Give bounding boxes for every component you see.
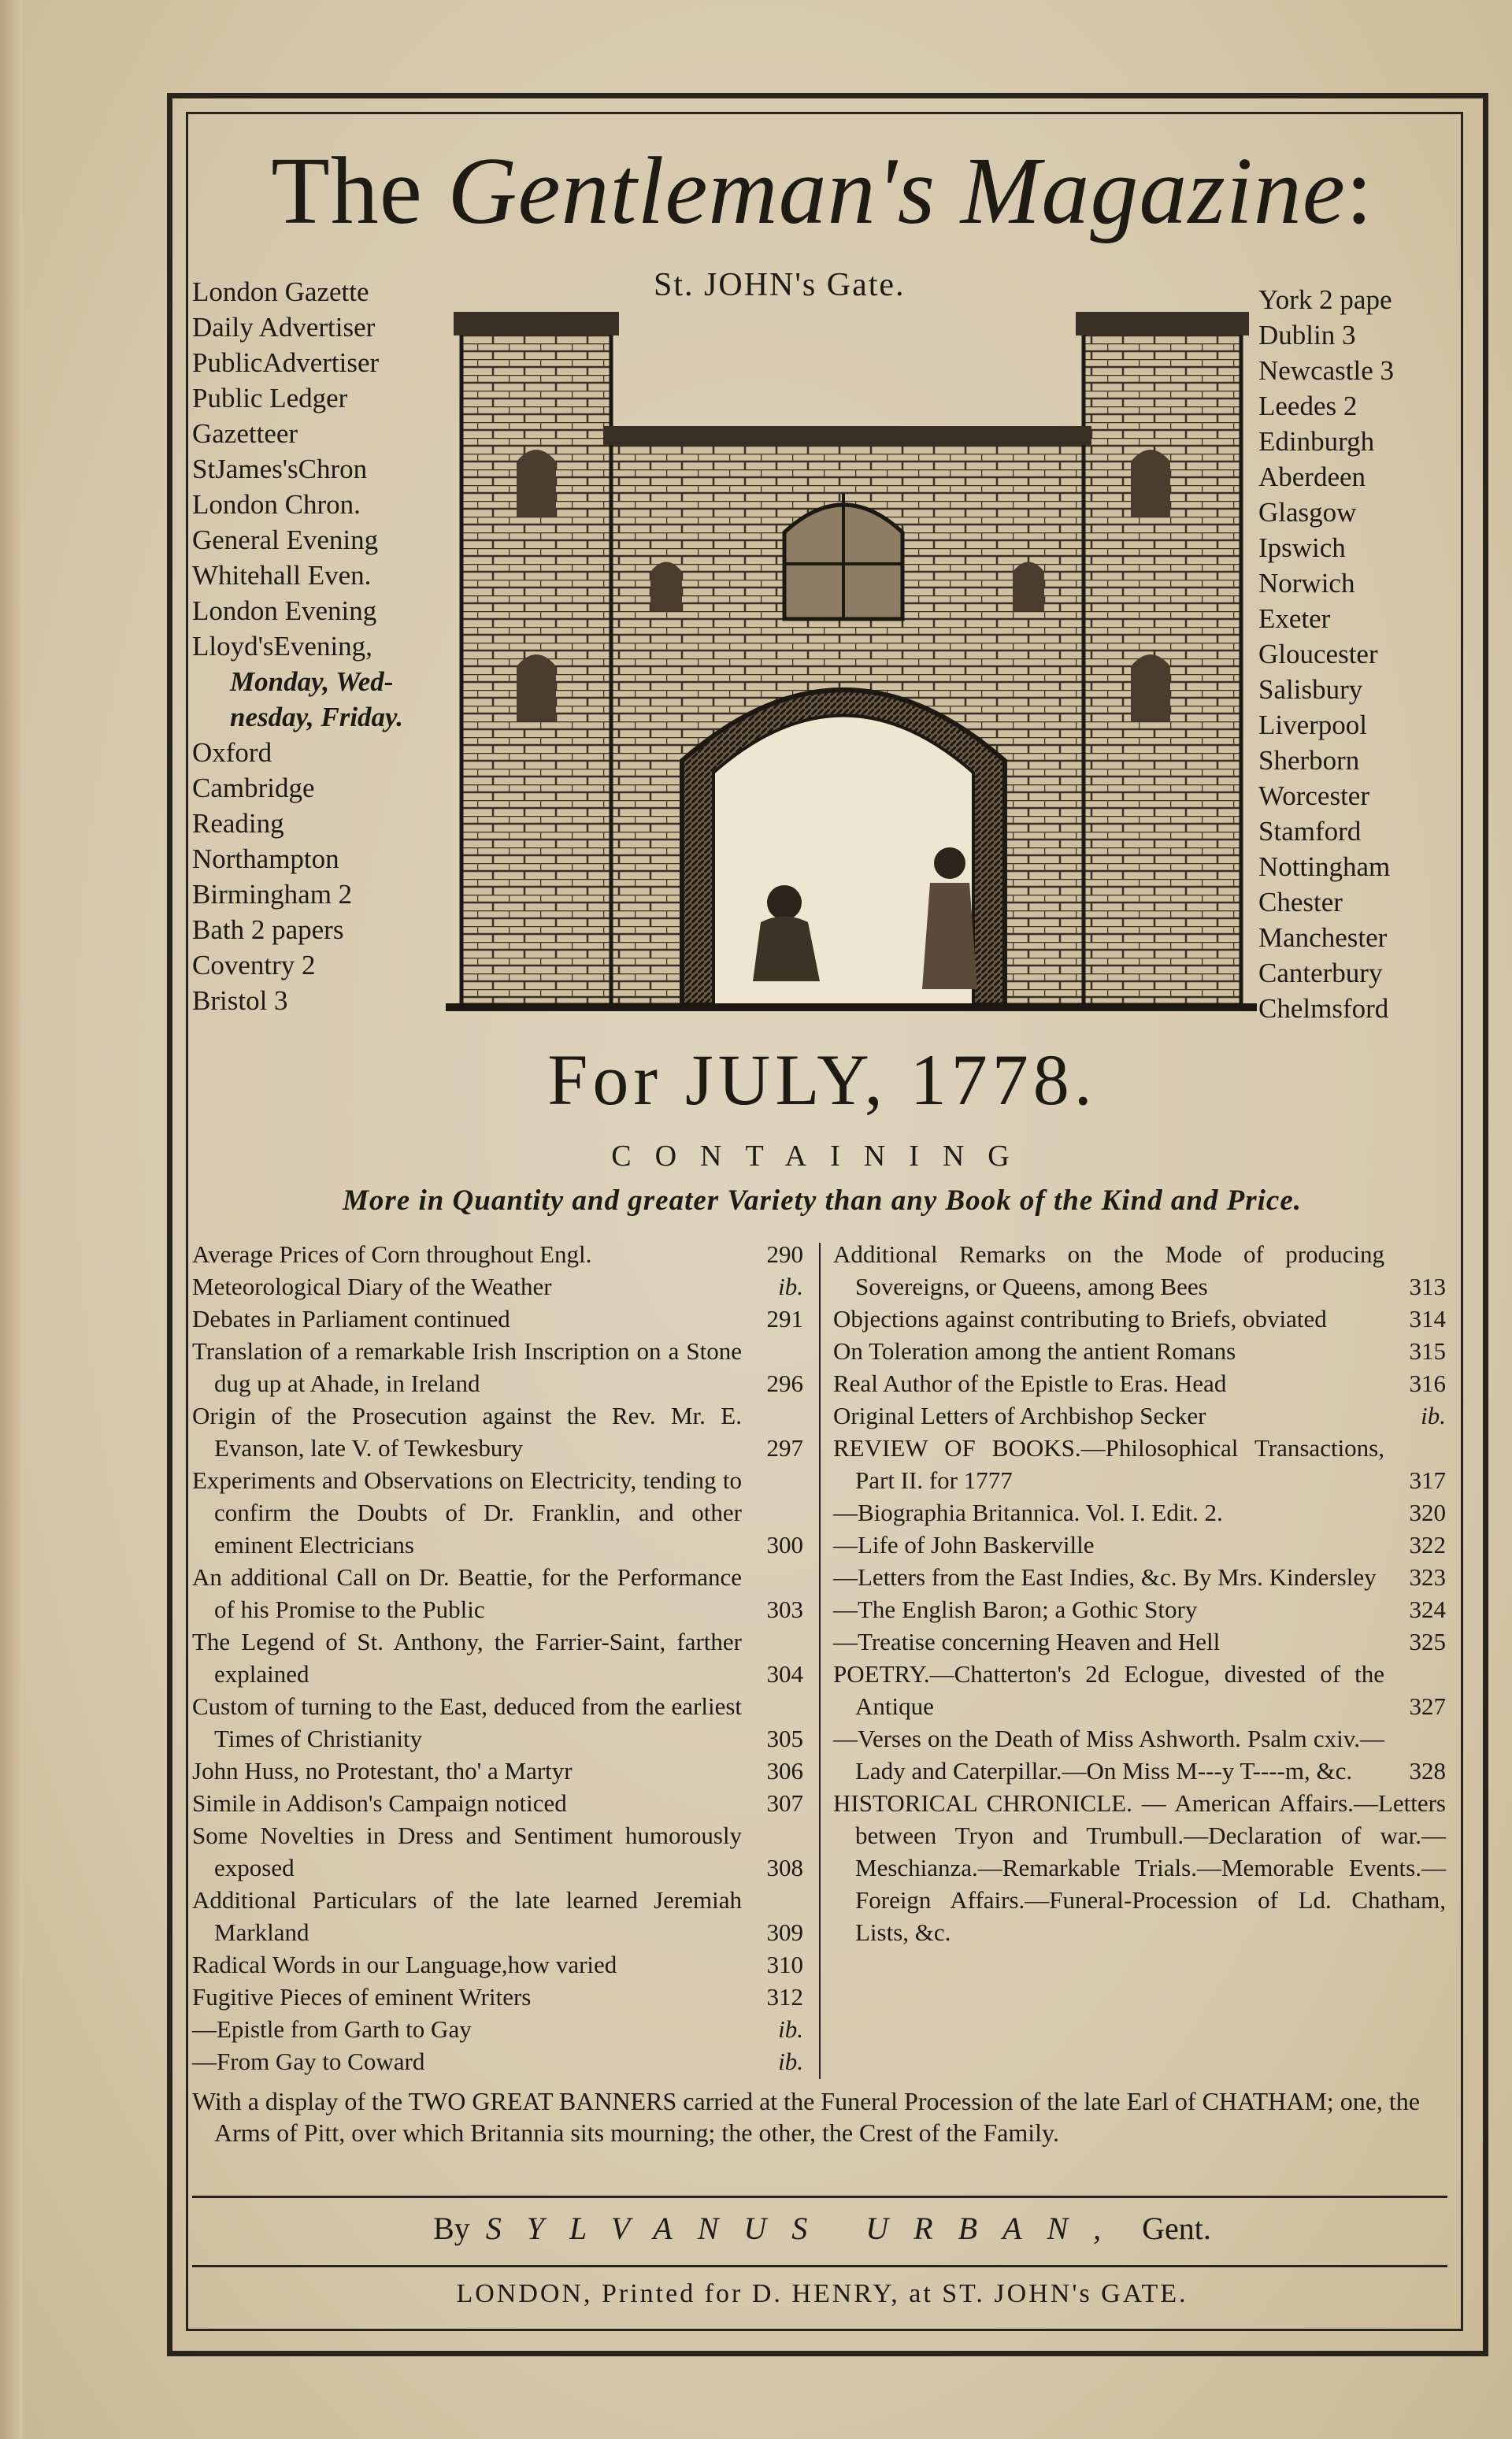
list-item: London Chron.: [192, 489, 361, 520]
list-item: Salisbury: [1258, 674, 1363, 705]
entry-title: Additional Particulars of the late learned Jeremiah Markland: [192, 1886, 742, 1946]
byline-suffix: Gent.: [1142, 2211, 1211, 2246]
list-item: Chester: [1258, 887, 1343, 917]
entry-title: —Treatise concerning Heaven and Hell: [833, 1628, 1221, 1655]
entry-page: ib.: [778, 2015, 803, 2043]
entry-title: —Biographia Britannica. Vol. I. Edit. 2.: [833, 1499, 1223, 1526]
entry-page: 307: [766, 1789, 803, 1817]
list-item: Public Ledger: [192, 383, 348, 413]
contents-entry: [833, 1561, 1446, 1593]
contents-entry: [192, 1787, 803, 1819]
list-item: Northampton: [192, 843, 339, 874]
list-item: York 2 pape: [1258, 284, 1392, 315]
entry-title: Real Author of the Epistle to Eras. Head: [833, 1370, 1227, 1397]
list-item: Liverpool: [1258, 710, 1368, 740]
contents-entry: [192, 1464, 803, 1561]
entry-title: Radical Words in our Language,how varied: [192, 1951, 617, 1978]
divider-rule: [192, 2196, 1447, 2198]
contents-entry: [192, 1303, 803, 1335]
entry-page: 315: [1409, 1337, 1446, 1365]
entry-title: An additional Call on Dr. Beattie, for the Performance of his Promise to the Public: [192, 1563, 742, 1623]
list-item: Coventry 2: [192, 950, 316, 980]
entry-page: 304: [766, 1660, 803, 1688]
contents-entry: [192, 2013, 803, 2045]
contents-entry: [833, 1658, 1446, 1722]
list-item: PublicAdvertiser: [192, 347, 380, 378]
list-item: Whitehall Even.: [192, 560, 372, 591]
gate-caption: St. JOHN's Gate.: [654, 267, 906, 303]
entry-title: —Letters from the East Indies, &c. By Mrs. Kindersley: [833, 1563, 1377, 1591]
entry-title: Custom of turning to the East, deduced from the earliest Times of Christianity: [192, 1692, 742, 1752]
contents-entry: [192, 1690, 803, 1755]
entry-page: 309: [766, 1918, 803, 1946]
containing-heading: CONTAINING: [611, 1140, 1033, 1173]
list-item: General Evening: [192, 524, 379, 555]
entry-page: 300: [766, 1531, 803, 1559]
contents-entry: [192, 1981, 803, 2013]
contents-entry: [192, 1755, 803, 1787]
banner-note: With a display of the TWO GREAT BANNERS carried at the Funeral Procession of the late Earl of CHATHAM; one, the Arms of Pitt, over which Britannia sits mourning; the other, the Crest of the Family.: [192, 2087, 1420, 2147]
entry-title: —From Gay to Coward: [192, 2048, 425, 2075]
divider-rule: [192, 2265, 1447, 2267]
tagline: More in Quantity and greater Variety than any Book of the Kind and Price.: [342, 1184, 1303, 1217]
list-item: Gloucester: [1258, 639, 1378, 669]
issue-date: For JULY, 1778.: [547, 1040, 1097, 1120]
list-item: Exeter: [1258, 603, 1331, 634]
byline: [186, 2210, 1458, 2247]
entry-title: Additional Remarks on the Mode of producing Sovereigns, or Queens, among Bees: [833, 1240, 1384, 1300]
contents-entry: [192, 2045, 803, 2078]
entry-page: 324: [1409, 1596, 1446, 1623]
entry-title: On Toleration among the antient Romans: [833, 1337, 1236, 1365]
contents-entry: [192, 1625, 803, 1690]
entry-page: 316: [1409, 1370, 1446, 1397]
contents-entry: [833, 1787, 1446, 1948]
list-item: Manchester: [1258, 922, 1388, 953]
entry-title: The Legend of St. Anthony, the Farrier-Saint, farther explained: [192, 1628, 742, 1688]
list-item: Cambridge: [192, 773, 315, 803]
entry-page: 296: [766, 1370, 803, 1397]
entry-page: 291: [766, 1305, 803, 1333]
entry-title: Meteorological Diary of the Weather: [192, 1273, 552, 1300]
list-item: Ipswich: [1258, 532, 1346, 563]
contents-entry: [833, 1432, 1446, 1496]
contents-entry: [192, 1335, 803, 1399]
entry-page: 327: [1409, 1692, 1446, 1720]
list-item: Birmingham 2: [192, 879, 353, 910]
list-item: Gazetteer: [192, 418, 298, 449]
entry-title: —Epistle from Garth to Gay: [192, 2015, 472, 2043]
contents-entry: [192, 1238, 803, 1270]
contents-right-column: [833, 1238, 1446, 1948]
contents-entry: [192, 1561, 803, 1625]
entry-title: Objections against contributing to Briefs, obviated: [833, 1305, 1327, 1333]
list-item: Dublin 3: [1258, 320, 1356, 350]
contents-entry: [833, 1496, 1446, 1529]
list-item: Lloyd'sEvening,: [192, 631, 372, 662]
contents-entry: [192, 1399, 803, 1464]
list-item: London Evening: [192, 595, 377, 626]
left-newspaper-list: [192, 274, 403, 1018]
contents-entry: [192, 1948, 803, 1981]
list-item: Reading: [192, 808, 284, 839]
column-divider: [819, 1243, 821, 2079]
entry-title: Debates in Parliament continued: [192, 1305, 510, 1333]
st-johns-gate-woodcut: [446, 280, 1257, 1021]
byline-by: By: [433, 2211, 470, 2246]
entry-page: 317: [1409, 1466, 1446, 1494]
masthead-colon: :: [1345, 138, 1373, 244]
entry-title: Fugitive Pieces of eminent Writers: [192, 1983, 532, 2011]
list-item: Glasgow: [1258, 497, 1357, 528]
entry-page: 308: [766, 1854, 803, 1881]
entry-page: 306: [766, 1757, 803, 1785]
contents-entry: [192, 1270, 803, 1303]
list-item: Norwich: [1258, 568, 1355, 599]
entry-title: REVIEW OF BOOKS.—Philosophical Transactions, Part II. for 1777: [833, 1434, 1384, 1494]
contents-entry: [833, 1303, 1446, 1335]
list-item: StJames'sChron: [192, 454, 368, 484]
entry-title: HISTORICAL CHRONICLE. — American Affairs.—Letters between Tryon and Trumbull.—Declaration of war.—Meschianza.—Remarkable Trials.—Memorable Events.—Foreign Affairs.—Funeral-Procession of Ld. Chatham, Lists, &c.: [833, 1789, 1446, 1946]
contents-entry: [833, 1529, 1446, 1561]
masthead-title: [186, 132, 1458, 250]
entry-title: Origin of the Prosecution against the Rev. Mr. E. Evanson, late V. of Tewkesbury: [192, 1402, 742, 1462]
entry-page: 314: [1409, 1305, 1446, 1333]
list-item: Bristol 3: [192, 985, 288, 1016]
list-item: Leedes 2: [1258, 391, 1358, 421]
entry-page: 310: [766, 1951, 803, 1978]
masthead-gentlemans: Gentleman's: [447, 138, 936, 244]
entry-title: —Verses on the Death of Miss Ashworth. Psalm cxiv.—Lady and Caterpillar.—On Miss M---y T----m, &c.: [833, 1725, 1384, 1785]
list-item: Sherborn: [1258, 745, 1360, 776]
contents-entry: [833, 1238, 1446, 1303]
right-newspaper-list: [1258, 282, 1394, 1026]
list-item: Nottingham: [1258, 851, 1391, 882]
list-item: nesday, Friday.: [230, 702, 404, 732]
entry-title: John Huss, no Protestant, tho' a Martyr: [192, 1757, 573, 1785]
contents-entry: [192, 1884, 803, 1948]
binding-edge: [0, 0, 22, 2439]
entry-page: 303: [766, 1596, 803, 1623]
contents-entry: [833, 1335, 1446, 1367]
list-item: Daily Advertiser: [192, 312, 376, 343]
entry-title: Experiments and Observations on Electricity, tending to confirm the Doubts of Dr. Franklin, and other eminent Electricians: [192, 1466, 742, 1559]
entry-page: 290: [766, 1240, 803, 1268]
list-item: Aberdeen: [1258, 461, 1366, 492]
entry-page: 328: [1409, 1757, 1446, 1785]
entry-page: 322: [1409, 1531, 1446, 1559]
masthead-magazine: Magazine: [960, 138, 1346, 244]
list-item: Edinburgh: [1258, 426, 1375, 457]
contents-entry: [833, 1593, 1446, 1625]
entry-page: ib.: [778, 1273, 803, 1300]
entry-page: 313: [1409, 1273, 1446, 1300]
entry-title: —The English Baron; a Gothic Story: [833, 1596, 1198, 1623]
contents-entry: [833, 1367, 1446, 1399]
entry-title: Simile in Addison's Campaign noticed: [192, 1789, 567, 1817]
entry-title: POETRY.—Chatterton's 2d Eclogue, divested of the Antique: [833, 1660, 1384, 1720]
list-item: Chelmsford: [1258, 993, 1389, 1024]
contents-entry: [192, 1819, 803, 1884]
imprint: LONDON, Printed for D. HENRY, at ST. JOHN's GATE.: [456, 2279, 1188, 2308]
list-item: London Gazette: [192, 276, 369, 307]
entry-page: ib.: [778, 2048, 803, 2075]
contents-entry: [833, 1722, 1446, 1787]
list-item: Canterbury: [1258, 958, 1383, 988]
list-item: Oxford: [192, 737, 272, 768]
byline-editor: SYLVANUS URBAN,: [485, 2211, 1127, 2246]
masthead-the: The: [271, 138, 423, 244]
list-item: Worcester: [1258, 780, 1369, 811]
entry-title: —Life of John Baskerville: [833, 1531, 1095, 1559]
list-item: Monday, Wed-: [230, 666, 394, 697]
list-item: Stamford: [1258, 816, 1362, 847]
contents-left-column: [192, 1238, 803, 2078]
entry-title: Translation of a remarkable Irish Inscription on a Stone dug up at Ahade, in Ireland: [192, 1337, 742, 1397]
entry-page: ib.: [1421, 1402, 1446, 1429]
entry-page: 312: [766, 1983, 803, 2011]
list-item: Newcastle 3: [1258, 355, 1395, 386]
entry-page: 297: [766, 1434, 803, 1462]
entry-page: 323: [1409, 1563, 1446, 1591]
entry-page: 320: [1409, 1499, 1446, 1526]
entry-title: Average Prices of Corn throughout Engl.: [192, 1240, 592, 1268]
entry-title: Some Novelties in Dress and Sentiment humorously exposed: [192, 1822, 742, 1881]
contents-entry: [833, 1399, 1446, 1432]
entry-title: Original Letters of Archbishop Secker: [833, 1402, 1206, 1429]
entry-page: 305: [766, 1725, 803, 1752]
entry-page: 325: [1409, 1628, 1446, 1655]
list-item: Bath 2 papers: [192, 914, 344, 945]
contents-entry: [833, 1625, 1446, 1658]
